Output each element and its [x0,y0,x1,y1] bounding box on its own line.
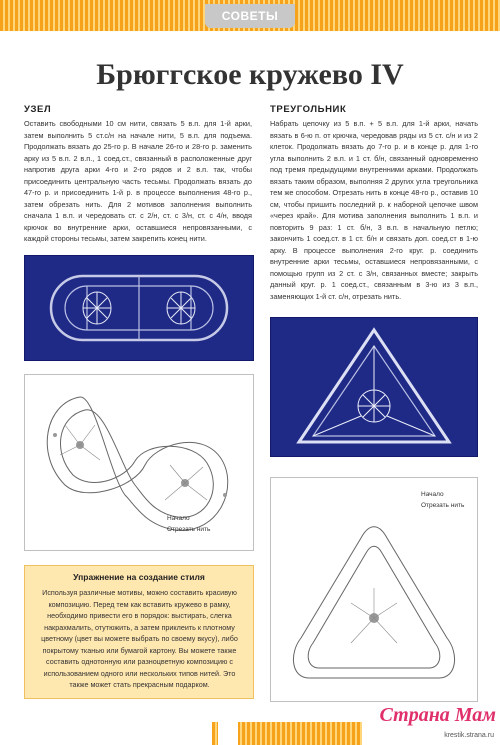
triangle-lace-photo [270,317,478,457]
watermark-url: krestik.strana.ru [444,732,494,739]
style-exercise-heading: Упражнение на создание стиля [73,572,205,582]
triangle-start-label: Начало [421,491,444,498]
right-heading: ТРЕУГОЛЬНИК [270,104,347,115]
right-body: Набрать цепочку из 5 в.п. + 5 в.п. для 1-й арки, начать вязать в 6-ю п. от крючка, чередовав ряды из 5 ст. с/н и из 2 клеток. Продолжать вязать до 7-го р. и в конце р. для 1-го угла выполнить 2 в.п. и 1 ст. б/н, связанный одновременно под тремя предыдущими внутренними арками. Продолжать вязать таким образом, выполняя 2 других угла треугольника тем же способом. Отрезать нить в конце 48-го р., оставив 10 см, чтобы пришить последний р. к наборной цепочке швом «через край». Для мотива заполнения выполнить 1 в.п. и повторить 9 раз: 1 ст. б/н, 3 в.п. в начальную петлю; закончить 1 соед.ст. в 1 ст. б/н и связать доп. соед.ст в 1-ю арку. В процессе выполнения 2-го круг. р. соединить внутренние арки тесьмы, оставшиеся непровязанными, с помощью групп из 2 ст. с 3/н, связанных вместе; закрыть данный круг. р. 1 соед.ст., связанным в 3-ю из 3 в.п., заменяющих 1-й ст. с/н, отрезать нить. [270,119,478,301]
style-exercise-box [24,565,254,699]
knot-diagram [24,374,254,551]
watermark-logo: Страна Мам [379,704,496,726]
page-title: Брюггское кружево IV [96,58,404,91]
knot-start-label: Начало [167,515,190,522]
page-number-box [218,722,238,745]
style-exercise-body: Используя различные мотивы, можно составить красивую композицию. Перед тем как вставить кружево в рамку, необходимо привести его в порядок: выстирать, слегка накрахмалить, отутюжить, а затем приклеить к плотному цветному (цвет вы можете выбрать по своему вкусу), либо покрытому тканью или бумагой картону. Вы можете также составить однотонную или разноцветную композицию с использованием одного или нескольких типов нитей. Это также может стать прекрасным подарком. [41,588,238,689]
knot-lace-photo [24,255,254,361]
knot-cut-label: Отрезать нить [167,526,211,533]
left-body: Оставить свободными 10 см нити, связать 5 в.п. для 1-й арки, затем выполнить 5 ст.с/н на начале нити, 5 в.п. для подъема. Продолжать вязать до 25-го р. В начале 26-го и 28-го р. заменить арку из 5 в.п. 2 в.п., 1 соед.ст., связанный в расположенные друг напротив друга арки 4-го и 2-го рядов и 2 в.п. так, чтобы присоединить центральную часть тесьмы. Продолжать вязать до 47-го р. и присоединить 1-й р. в процессе выполнения 48-го р., затем обрезать нить. Для 2 мотивов заполнения выполнить сначала 1 в.п. и чередовать ст. с 2/н, ст. с 3/н, ст. с 4/н, вводя крючок во внутренние арки, оставшиеся непровязанными, с каждой стороны тесьмы, затем закрепить конец нити. [24,119,252,243]
section-tab: СОВЕТЫ [205,4,295,28]
triangle-diagram [270,477,478,702]
left-heading: УЗЕЛ [24,104,52,115]
triangle-cut-label: Отрезать нить [421,502,465,509]
